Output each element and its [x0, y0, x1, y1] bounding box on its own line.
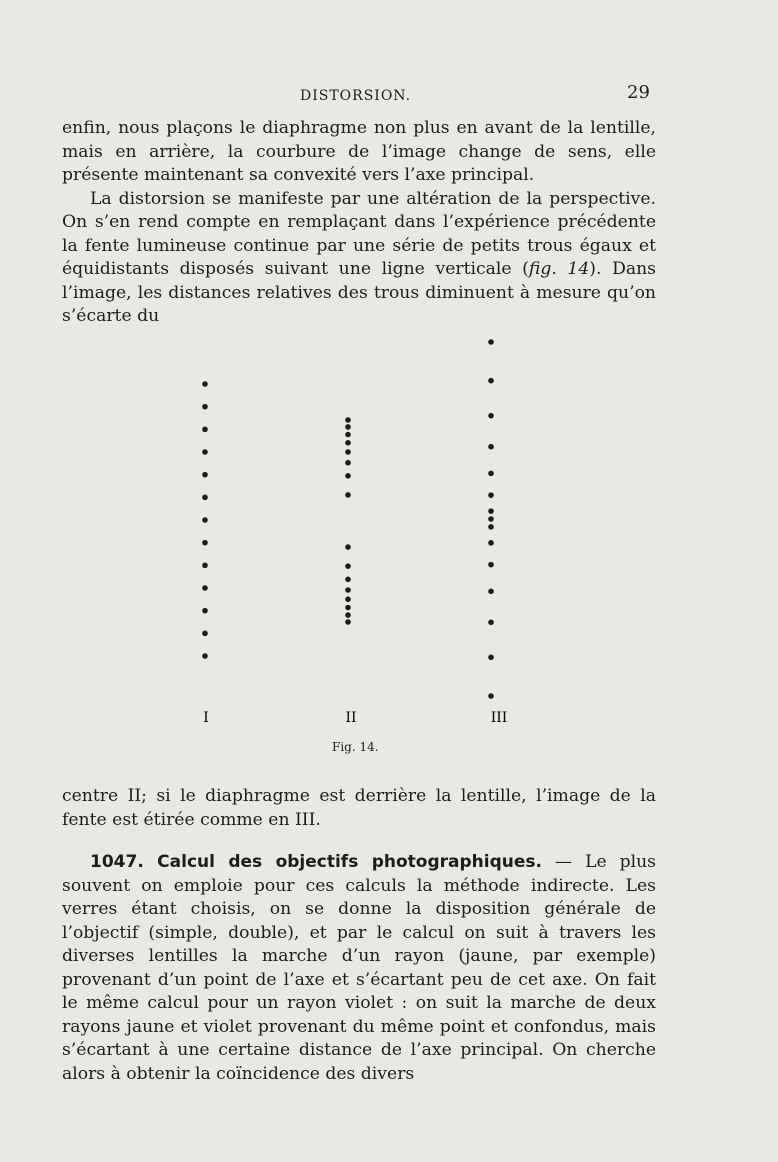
page-number: 29 [627, 82, 650, 103]
hole-dot [488, 378, 494, 384]
hole-dot [488, 693, 494, 699]
figure-14-diagram [0, 320, 778, 740]
paragraph-4 [62, 851, 656, 1086]
hole-dot [202, 631, 208, 637]
text-block-top [62, 117, 656, 329]
column-label-II: II [345, 710, 357, 726]
paragraph-2-start: La distorsion se manifeste par une altération de la perspective. On s’en rend compte en remplaçant dans l’expérience précédente la fente lumineuse continue par une série de petits trous égaux et équidistants disposés suivant une ligne verticale ( [62, 188, 656, 279]
hole-dot [202, 427, 208, 433]
hole-dot [202, 563, 208, 569]
figure-reference: fig. 14 [528, 259, 590, 279]
hole-dot [202, 608, 208, 614]
column-II-dots [345, 417, 351, 625]
paragraph-1: enfin, nous plaçons le diaphragme non plus en avant de la lentille, mais en arrière, la courbure de l’image change de sens, elle présente maintenant sa convexité vers l’axe principal. [62, 118, 656, 185]
hole-dot [345, 492, 351, 498]
hole-dot [202, 585, 208, 591]
hole-dot [345, 577, 351, 583]
hole-dot [488, 339, 494, 345]
hole-dot [202, 404, 208, 410]
hole-dot [488, 524, 494, 530]
hole-dot [345, 460, 351, 466]
running-title: DISTORSION. [300, 88, 412, 104]
section-heading: 1047. Calcul des objectifs photographiques. [90, 852, 542, 872]
hole-dot [345, 612, 351, 618]
hole-dot [345, 596, 351, 602]
paragraph-4-body: — Le plus souvent on emploie pour ces calculs la méthode indirecte. Les verres étant choisis, on se donne la disposition générale de l’objectif (simple, double), et par le calcul on suit à travers les diverses lentilles la marche d’un rayon (jaune, par exemple) provenant d’un point de l’axe et s’écartant peu de cet axe. On fait le même calcul pour un rayon violet : on suit la marche de deux rayons jaune et violet provenant du même point et confondus, mais s’écartant à une certaine distance de l’axe principal. On cherche alors à obtenir la coïncidence des divers [62, 852, 656, 1084]
hole-dot [345, 432, 351, 438]
hole-dot [488, 588, 494, 594]
hole-dot [345, 619, 351, 625]
column-label-III: III [490, 710, 508, 726]
hole-dot [345, 449, 351, 455]
hole-dot [488, 540, 494, 546]
text-block-middle [62, 785, 656, 832]
hole-dot [202, 381, 208, 387]
hole-dot [488, 492, 494, 498]
hole-dot [345, 417, 351, 423]
paragraph-2 [62, 188, 656, 329]
hole-dot [345, 473, 351, 479]
hole-dot [345, 424, 351, 430]
text-block-bottom [62, 851, 656, 1086]
hole-dot [345, 440, 351, 446]
hole-dot [202, 653, 208, 659]
hole-dot [488, 508, 494, 514]
column-label-I: I [203, 710, 209, 726]
hole-dot [202, 449, 208, 455]
figure-caption: Fig. 14. [332, 740, 379, 754]
hole-dot [345, 544, 351, 550]
paragraph-3: centre II; si le diaphragme est derrière la lentille, l’image de la fente est étirée comme en III. [62, 786, 656, 830]
hole-dot [202, 540, 208, 546]
hole-dot [488, 471, 494, 477]
hole-dot [488, 620, 494, 626]
column-I-dots [202, 381, 208, 659]
hole-dot [202, 517, 208, 523]
hole-dot [202, 495, 208, 501]
paragraph-2-end: ). Dans l’image, les distances relatives des trous diminuent à mesure qu’on s’écarte du [62, 259, 657, 326]
hole-dot [488, 562, 494, 568]
hole-dot [488, 444, 494, 450]
hole-dot [488, 413, 494, 419]
column-III-dots [488, 339, 494, 699]
hole-dot [345, 605, 351, 611]
hole-dot [345, 563, 351, 569]
hole-dot [202, 472, 208, 478]
hole-dot [345, 587, 351, 593]
hole-dot [488, 655, 494, 661]
hole-dot [488, 516, 494, 522]
